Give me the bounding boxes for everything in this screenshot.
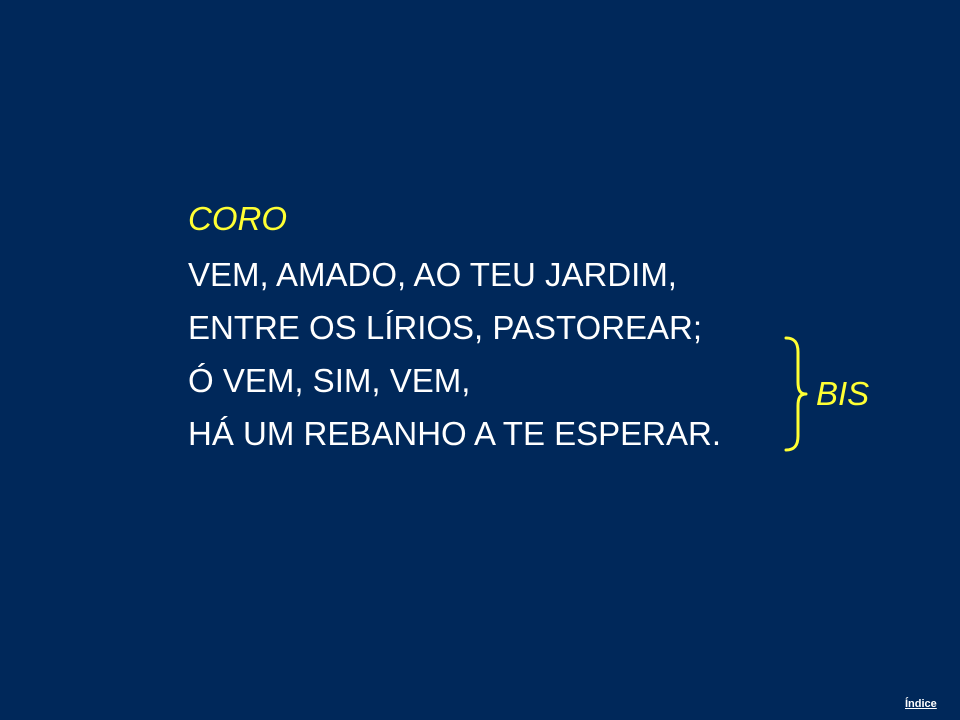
chorus-label: CORO [188, 200, 287, 237]
repeat-label: BIS [816, 375, 870, 412]
lyric-line-1: VEM, AMADO, AO TEU JARDIM, [188, 256, 677, 293]
right-curly-brace-icon [782, 336, 812, 452]
lyric-line-2: ENTRE OS LÍRIOS, PASTOREAR; [188, 309, 703, 346]
index-link[interactable]: Índice [905, 698, 937, 710]
lyric-line-4: HÁ UM REBANHO A TE ESPERAR. [188, 415, 722, 452]
lyric-line-3: Ó VEM, SIM, VEM, [188, 362, 471, 399]
